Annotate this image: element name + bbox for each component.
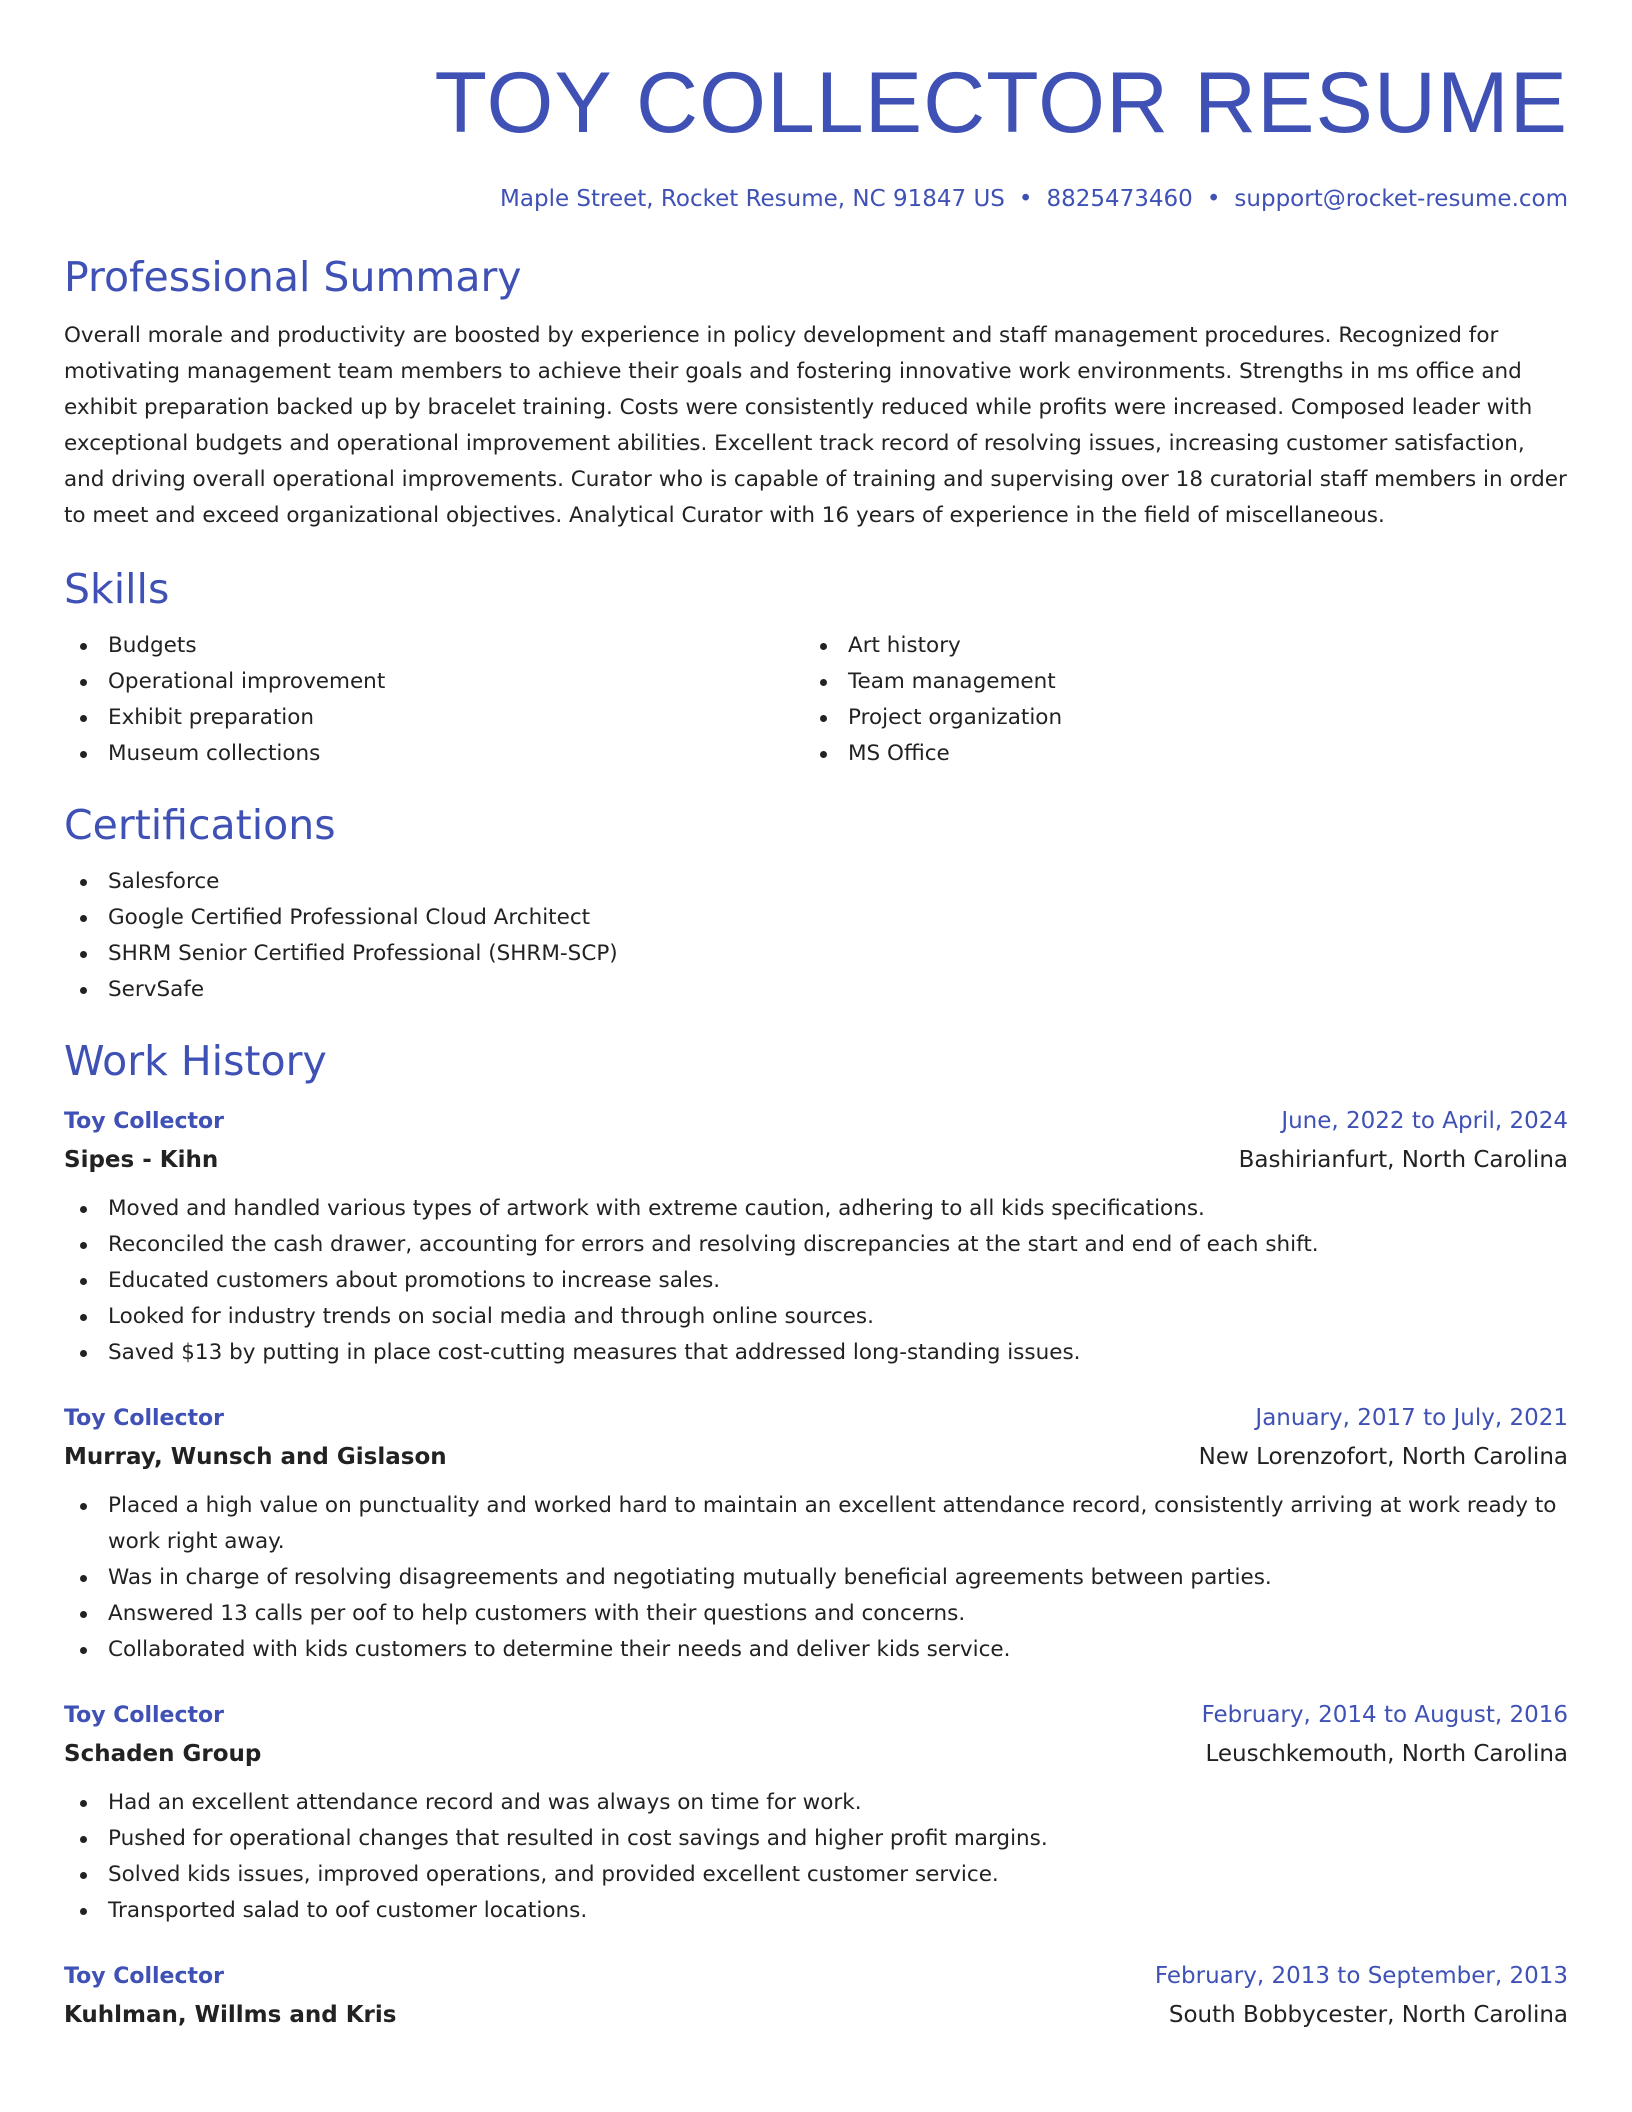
skills-list-left (64, 628, 804, 772)
job-title: Toy Collector (64, 1406, 224, 1431)
job-bullet: Collaborated with kids customers to determine their needs and deliver kids service. (64, 1632, 1568, 1668)
job-entry (64, 1102, 1568, 1371)
certification-item: ServSafe (64, 972, 1568, 1008)
contact-separator: • (1018, 186, 1033, 212)
job-dates: January, 2017 to July, 2021 (1255, 1405, 1568, 1431)
work-history-section (64, 1032, 1568, 2034)
skill-item: Operational improvement (64, 664, 804, 700)
job-location: South Bobbycester, North Carolina (1168, 2002, 1568, 2028)
job-bullet: Pushed for operational changes that resulted in cost savings and higher profit margins. (64, 1821, 1568, 1857)
summary-section (64, 248, 1568, 534)
job-bullet: Answered 13 calls per oof to help customers with their questions and concerns. (64, 1596, 1568, 1632)
job-location: Leuschkemouth, North Carolina (1205, 1741, 1568, 1767)
job-bullet: Placed a high value on punctuality and worked hard to maintain an excellent attendance record, consistently arriving at work ready to work right away. (64, 1488, 1568, 1560)
skill-item: Team management (804, 664, 1544, 700)
job-bullets (64, 1488, 1568, 1668)
job-title: Toy Collector (64, 1964, 224, 1989)
contact-email: support@rocket-resume.com (1234, 186, 1568, 212)
skill-item: MS Office (804, 736, 1544, 772)
job-dates: February, 2013 to September, 2013 (1154, 1963, 1568, 1989)
job-bullet: Solved kids issues, improved operations, and provided excellent customer service. (64, 1857, 1568, 1893)
certification-item: SHRM Senior Certified Professional (SHRM-SCP) (64, 936, 1568, 972)
job-bullet: Had an excellent attendance record and was always on time for work. (64, 1785, 1568, 1821)
job-bullet: Moved and handled various types of artwork with extreme caution, adhering to all kids specifications. (64, 1191, 1568, 1227)
job-location: New Lorenzofort, North Carolina (1198, 1444, 1568, 1470)
resume-title: TOY COLLECTOR RESUME (434, 55, 1568, 151)
contact-line (64, 182, 1568, 216)
resume-header (64, 48, 1568, 216)
job-title: Toy Collector (64, 1703, 224, 1728)
skills-grid (64, 628, 1568, 772)
contact-phone: 8825473460 (1046, 186, 1193, 212)
job-bullet: Educated customers about promotions to increase sales. (64, 1263, 1568, 1299)
job-company: Sipes - Kihn (64, 1147, 219, 1173)
job-bullet: Reconciled the cash drawer, accounting for errors and resolving discrepancies at the start and end of each shift. (64, 1227, 1568, 1263)
skill-item: Art history (804, 628, 1544, 664)
certification-item: Salesforce (64, 864, 1568, 900)
skill-item: Budgets (64, 628, 804, 664)
job-company: Schaden Group (64, 1741, 262, 1767)
certifications-section (64, 796, 1568, 1008)
job-bullet: Saved $13 by putting in place cost-cutting measures that addressed long-standing issues. (64, 1335, 1568, 1371)
work-history-heading: Work History (64, 1037, 327, 1085)
certifications-list (64, 864, 1568, 1008)
contact-address: Maple Street, Rocket Resume, NC 91847 US (500, 186, 1005, 212)
job-dates: June, 2022 to April, 2024 (1281, 1108, 1568, 1134)
skill-item: Exhibit preparation (64, 700, 804, 736)
skills-heading: Skills (64, 565, 170, 613)
job-company: Murray, Wunsch and Gislason (64, 1444, 447, 1470)
job-bullets (64, 1191, 1568, 1371)
certification-item: Google Certified Professional Cloud Architect (64, 900, 1568, 936)
job-bullet: Was in charge of resolving disagreements and negotiating mutually beneficial agreements between parties. (64, 1560, 1568, 1596)
job-dates: February, 2014 to August, 2016 (1201, 1702, 1568, 1728)
job-bullet: Transported salad to oof customer locations. (64, 1893, 1568, 1929)
job-bullets (64, 1785, 1568, 1929)
job-location: Bashirianfurt, North Carolina (1238, 1147, 1568, 1173)
skills-section (64, 560, 1568, 772)
skill-item: Project organization (804, 700, 1544, 736)
summary-heading: Professional Summary (64, 253, 522, 301)
job-entry (64, 1399, 1568, 1668)
skills-list-right (804, 628, 1544, 772)
summary-text: Overall morale and productivity are boosted by experience in policy development and staff management procedures. Recognized for motivating management team members to achieve their goals and fostering innovative work environments. Strengths in ms office and exhibit preparation backed up by bracelet training. Costs were consistently reduced while profits were increased. Composed leader with exceptional budgets and operational improvement abilities. Excellent track record of resolving issues, increasing customer satisfaction, and driving overall operational improvements. Curator who is capable of training and supervising over 18 curatorial staff members in order to meet and exceed organizational objectives. Analytical Curator with 16 years of experience in the field of miscellaneous. (64, 323, 1567, 528)
job-title: Toy Collector (64, 1109, 224, 1134)
job-bullet: Looked for industry trends on social media and through online sources. (64, 1299, 1568, 1335)
contact-separator: • (1206, 186, 1221, 212)
job-entry (64, 1696, 1568, 1929)
certifications-heading: Certifications (64, 801, 336, 849)
job-company: Kuhlman, Willms and Kris (64, 2002, 397, 2028)
job-entry (64, 1957, 1568, 2034)
skill-item: Museum collections (64, 736, 804, 772)
